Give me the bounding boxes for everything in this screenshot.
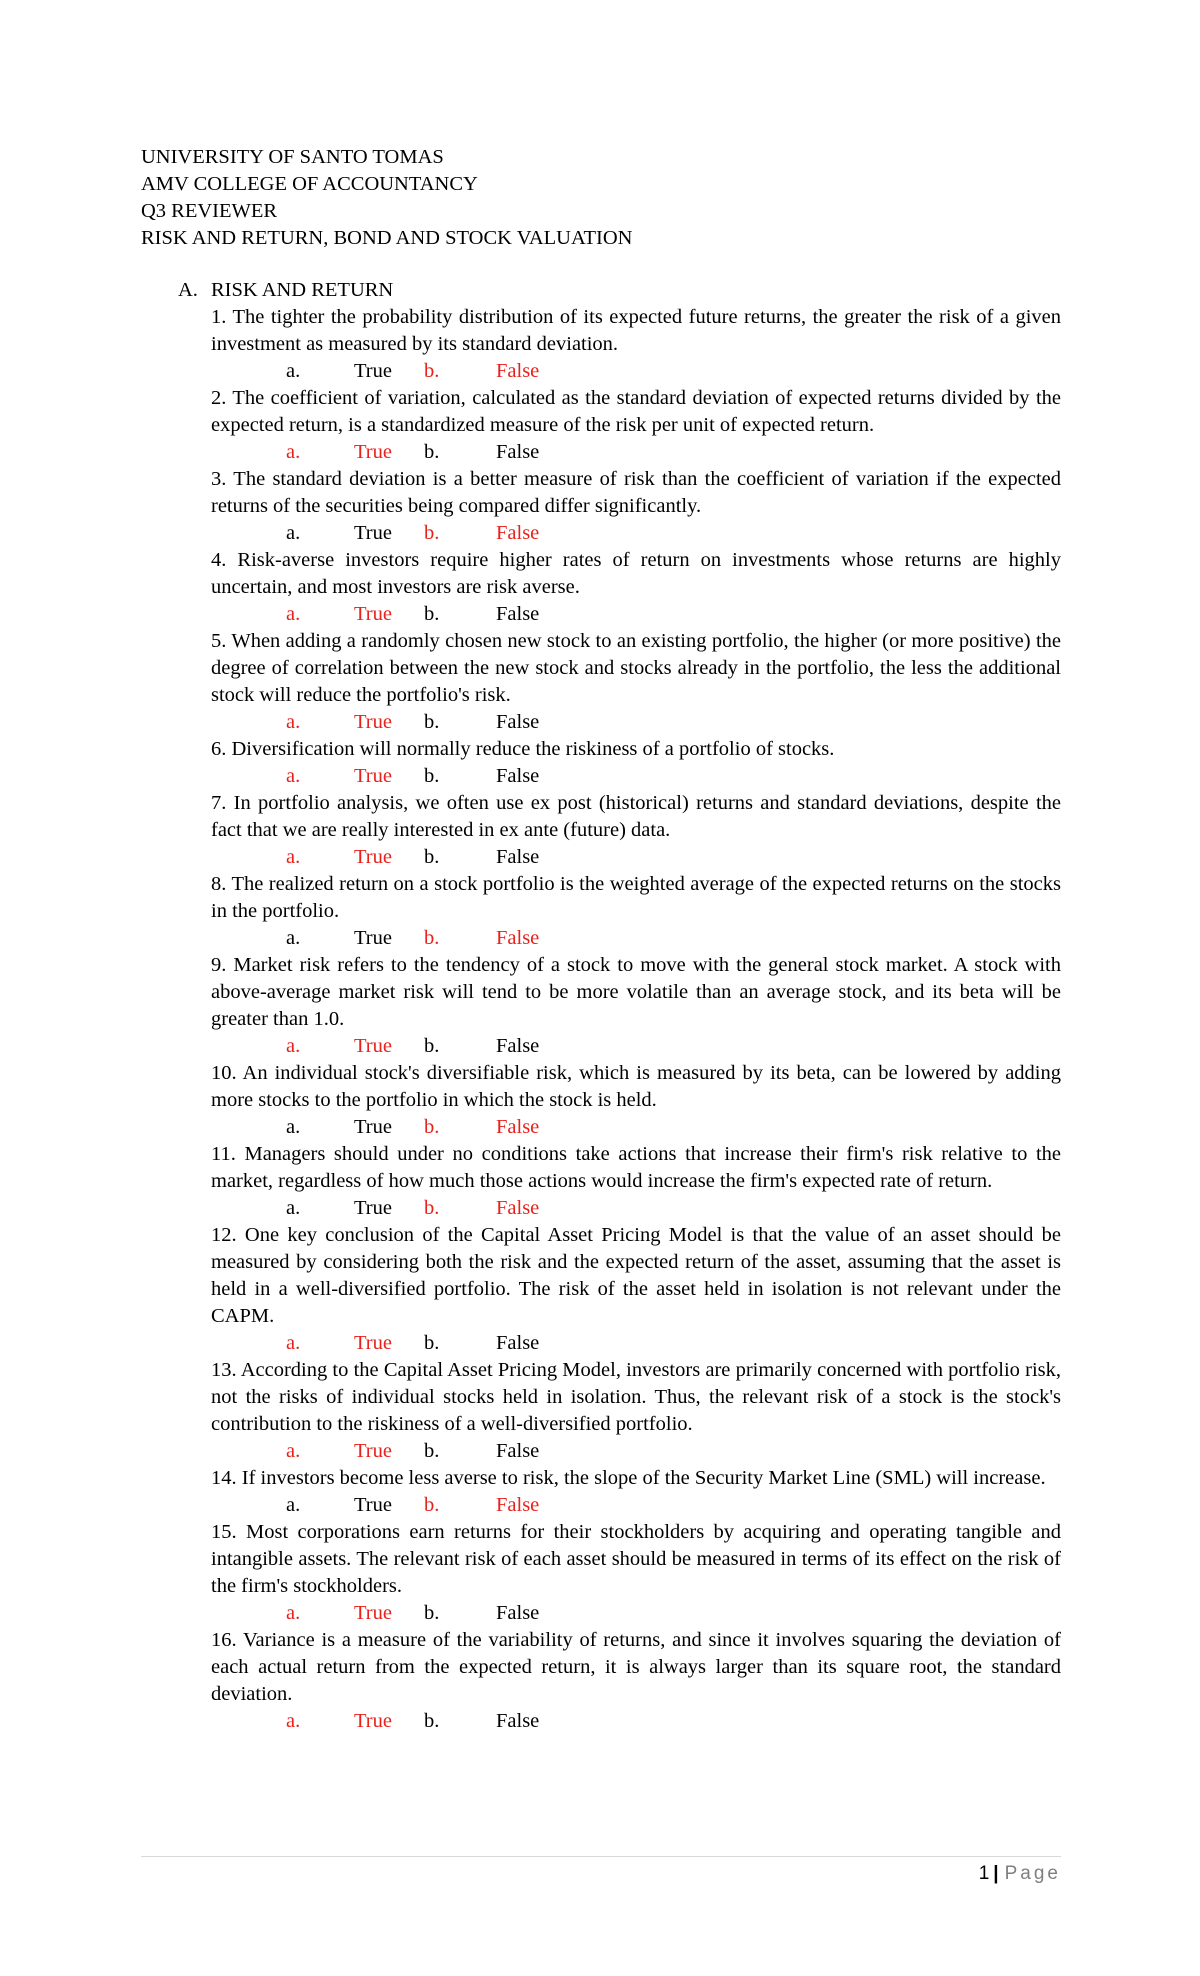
answer-options (211, 1438, 1061, 1465)
option-a-letter: a. (286, 711, 301, 733)
question-text: 5. When adding a randomly chosen new stock to an existing portfolio, the higher (or more positive) the degree of correlation between the new stock and stocks already in the portfolio, the less the additional stock will reduce the portfolio's risk. (211, 630, 1061, 706)
question-text: 9. Market risk refers to the tendency of a stock to move with the general stock market. A stock with above-average market risk will tend to be more volatile than an average stock, and its beta will be greater than 1.0. (211, 954, 1061, 1030)
option-a-text: True (354, 1035, 392, 1057)
question-text: 14. If investors become less averse to risk, the slope of the Security Market Line (SML) will increase. (211, 1467, 1046, 1489)
answer-options (211, 763, 1061, 790)
answer-options (211, 520, 1061, 547)
question-text: 11. Managers should under no conditions take actions that increase their firm's risk relative to the market, regardless of how much those actions would increase the firm's expected rate of return. (211, 1143, 1061, 1192)
answer-options (211, 439, 1061, 466)
option-b-letter: b. (424, 1710, 440, 1732)
option-b-text: False (496, 927, 540, 949)
option-a-text: True (354, 765, 392, 787)
question-item (211, 736, 1061, 790)
option-b-text: False (496, 846, 540, 868)
option-b-text: False (496, 441, 540, 463)
option-a-text: True (354, 1494, 392, 1516)
option-a-text: True (354, 1440, 392, 1462)
option-a-letter: a. (286, 1332, 301, 1354)
answer-options (211, 1600, 1061, 1627)
option-b-text: False (496, 1116, 540, 1138)
section-heading (178, 277, 1061, 304)
answer-options (211, 1708, 1061, 1735)
section-title: RISK AND RETURN (211, 279, 394, 301)
option-b-text: False (496, 603, 540, 625)
footer-divider (141, 1856, 1061, 1857)
option-b-letter: b. (424, 765, 440, 787)
question-item (211, 790, 1061, 871)
option-a-text: True (354, 846, 392, 868)
option-b-text: False (496, 1197, 540, 1219)
option-a-text: True (354, 1710, 392, 1732)
question-item (211, 1060, 1061, 1141)
question-item (211, 952, 1061, 1060)
question-item (211, 1519, 1061, 1627)
option-b-letter: b. (424, 1332, 440, 1354)
option-b-text: False (496, 1332, 540, 1354)
option-b-letter: b. (424, 360, 440, 382)
option-b-text: False (496, 522, 540, 544)
question-item (211, 304, 1061, 385)
option-b-text: False (496, 1035, 540, 1057)
option-a-letter: a. (286, 1494, 301, 1516)
question-item (211, 1141, 1061, 1222)
option-b-text: False (496, 1494, 540, 1516)
question-text: 8. The realized return on a stock portfolio is the weighted average of the expected returns on the stocks in the portfolio. (211, 873, 1061, 922)
option-a-letter: a. (286, 441, 301, 463)
answer-options (211, 1330, 1061, 1357)
option-a-letter: a. (286, 1440, 301, 1462)
answer-options (211, 1114, 1061, 1141)
option-b-text: False (496, 711, 540, 733)
option-b-letter: b. (424, 846, 440, 868)
question-text: 4. Risk-averse investors require higher rates of return on investments whose returns are highly uncertain, and most investors are risk averse. (211, 549, 1061, 598)
option-b-text: False (496, 1602, 540, 1624)
option-b-letter: b. (424, 927, 440, 949)
option-a-text: True (354, 927, 392, 949)
option-a-text: True (354, 711, 392, 733)
option-b-letter: b. (424, 441, 440, 463)
option-a-text: True (354, 1116, 392, 1138)
option-b-letter: b. (424, 1494, 440, 1516)
answer-options (211, 709, 1061, 736)
option-b-letter: b. (424, 1035, 440, 1057)
option-b-letter: b. (424, 603, 440, 625)
answer-options (211, 1033, 1061, 1060)
question-list (211, 304, 1061, 1735)
option-a-text: True (354, 603, 392, 625)
option-b-text: False (496, 765, 540, 787)
question-text: 7. In portfolio analysis, we often use ex post (historical) returns and standard deviations, despite the fact that we are really interested in ex ante (future) data. (211, 792, 1061, 841)
option-b-text: False (496, 1710, 540, 1732)
option-a-letter: a. (286, 360, 301, 382)
option-a-text: True (354, 360, 392, 382)
option-a-text: True (354, 522, 392, 544)
question-item (211, 1357, 1061, 1465)
option-a-text: True (354, 1197, 392, 1219)
section-letter: A. (178, 279, 198, 301)
answer-options (211, 1195, 1061, 1222)
option-b-letter: b. (424, 1440, 440, 1462)
question-text: 13. According to the Capital Asset Pricing Model, investors are primarily concerned with portfolio risk, not the risks of individual stocks held in isolation. Thus, the relevant risk of a stock is the stock's contribution to the riskiness of a well-diversified portfolio. (211, 1359, 1061, 1435)
option-b-letter: b. (424, 1197, 440, 1219)
question-item (211, 1627, 1061, 1735)
question-text: 12. One key conclusion of the Capital Asset Pricing Model is that the value of an asset should be measured by considering both the risk and the expected return of the asset, assuming that the asset is held in a well-diversified portfolio. The risk of the asset held in isolation is not relevant under the CAPM. (211, 1224, 1061, 1327)
question-item (211, 628, 1061, 736)
option-a-letter: a. (286, 522, 301, 544)
question-item (211, 547, 1061, 628)
question-item (211, 466, 1061, 547)
question-text: 16. Variance is a measure of the variability of returns, and since it involves squaring the deviation of each actual return from the expected return, it is always larger than its square root, the standard deviation. (211, 1629, 1061, 1705)
option-a-letter: a. (286, 1116, 301, 1138)
option-b-letter: b. (424, 522, 440, 544)
question-item (211, 1222, 1061, 1357)
option-b-letter: b. (424, 1602, 440, 1624)
question-text: 1. The tighter the probability distribution of its expected future returns, the greater the risk of a given investment as measured by its standard deviation. (211, 306, 1061, 355)
section-risk-and-return (178, 277, 1061, 1735)
answer-options (211, 1492, 1061, 1519)
page-footer (979, 1861, 1061, 1887)
option-a-letter: a. (286, 927, 301, 949)
option-a-text: True (354, 1332, 392, 1354)
option-a-letter: a. (286, 1710, 301, 1732)
question-text: 3. The standard deviation is a better measure of risk than the coefficient of variation if the expected returns of the securities being compared differ significantly. (211, 468, 1061, 517)
answer-options (211, 601, 1061, 628)
option-b-letter: b. (424, 711, 440, 733)
option-a-text: True (354, 1602, 392, 1624)
question-text: 6. Diversification will normally reduce the riskiness of a portfolio of stocks. (211, 738, 835, 760)
answer-options (211, 844, 1061, 871)
question-item (211, 385, 1061, 466)
question-text: 2. The coefficient of variation, calculated as the standard deviation of expected returns divided by the expected return, is a standardized measure of the risk per unit of expected return. (211, 387, 1061, 436)
reviewer-title: Q3 REVIEWER (141, 200, 278, 222)
college-name: AMV COLLEGE OF ACCOUNTANCY (141, 173, 478, 195)
option-a-letter: a. (286, 765, 301, 787)
option-a-letter: a. (286, 603, 301, 625)
option-b-letter: b. (424, 1116, 440, 1138)
option-a-letter: a. (286, 846, 301, 868)
footer-separator: | (993, 1863, 999, 1884)
page-number: 1 (978, 1863, 990, 1884)
topic-title: RISK AND RETURN, BOND AND STOCK VALUATION (141, 227, 633, 249)
question-item (211, 871, 1061, 952)
option-b-text: False (496, 1440, 540, 1462)
option-a-letter: a. (286, 1197, 301, 1219)
document-header (141, 144, 632, 252)
university-name: UNIVERSITY OF SANTO TOMAS (141, 146, 444, 168)
page-word: Page (1004, 1863, 1061, 1884)
question-item (211, 1465, 1061, 1519)
answer-options (211, 358, 1061, 385)
answer-options (211, 925, 1061, 952)
option-a-letter: a. (286, 1035, 301, 1057)
option-a-text: True (354, 441, 392, 463)
option-b-text: False (496, 360, 540, 382)
question-text: 10. An individual stock's diversifiable risk, which is measured by its beta, can be lowered by adding more stocks to the portfolio in which the stock is held. (211, 1062, 1061, 1111)
option-a-letter: a. (286, 1602, 301, 1624)
question-text: 15. Most corporations earn returns for their stockholders by acquiring and operating tangible and intangible assets. The relevant risk of each asset should be measured in terms of its effect on the risk of the firm's stockholders. (211, 1521, 1061, 1597)
